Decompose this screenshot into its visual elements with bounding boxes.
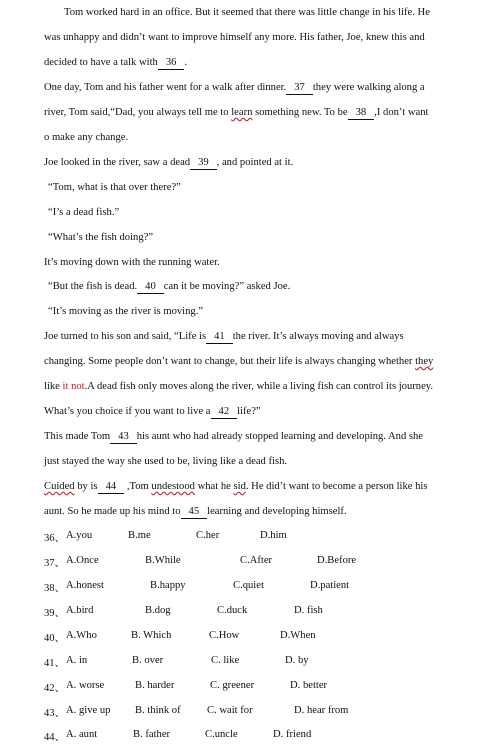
passage-line: Joe looked in the river, saw a dead 39 , and pointed at it. bbox=[44, 157, 294, 168]
passage-line: Tom worked hard in an office. But it seemed that there was little change in his life. He bbox=[64, 7, 430, 18]
blank-37: 37 bbox=[286, 81, 313, 95]
blank-44: 44 bbox=[98, 480, 125, 494]
option-d: D.When bbox=[280, 630, 316, 641]
question-number: 36、 bbox=[44, 533, 66, 544]
option-c: C.uncle bbox=[205, 729, 238, 740]
passage-line: decided to have a talk with 36 . bbox=[44, 57, 188, 68]
question-row bbox=[44, 655, 464, 668]
question-row bbox=[44, 555, 464, 568]
option-a: A.Who bbox=[66, 630, 97, 641]
dialogue-line: “What’s the fish doing?” bbox=[48, 232, 154, 243]
option-b: B. father bbox=[133, 729, 171, 740]
option-b: B. harder bbox=[135, 680, 175, 691]
option-d: D. friend bbox=[273, 729, 312, 740]
question-number: 40、 bbox=[44, 633, 66, 644]
question-row bbox=[44, 680, 464, 693]
dialogue-line: It’s moving down with the running water. bbox=[44, 257, 220, 268]
blank-42: 42 bbox=[211, 405, 238, 419]
question-row bbox=[44, 729, 464, 742]
option-c: C.After bbox=[240, 555, 273, 566]
option-a: A. in bbox=[66, 655, 88, 666]
option-b: B. over bbox=[132, 655, 164, 666]
question-row bbox=[44, 630, 464, 643]
option-a: A.honest bbox=[66, 580, 104, 591]
passage-line: just stayed the way she used to be, living like a dead fish. bbox=[44, 456, 288, 467]
question-number: 41、 bbox=[44, 658, 66, 669]
option-c: C.How bbox=[209, 630, 240, 641]
option-a: A. give up bbox=[66, 705, 111, 716]
passage-line: river, Tom said,“Dad, you always tell me to learn something new. To be 38 ,I don’t want bbox=[44, 107, 429, 118]
passage-line: What’s you choice if you want to live a 42 life?” bbox=[44, 406, 261, 417]
option-d: D. better bbox=[290, 680, 328, 691]
option-c: C.her bbox=[196, 530, 220, 541]
question-row bbox=[44, 530, 464, 543]
option-a: A.Once bbox=[66, 555, 99, 566]
option-a: A. worse bbox=[66, 680, 105, 691]
blank-45: 45 bbox=[181, 505, 208, 519]
passage-line: This made Tom 43 his aunt who had already stopped learning and developing. And she bbox=[44, 431, 424, 442]
option-c: C. wait for bbox=[207, 705, 253, 716]
question-number: 44、 bbox=[44, 732, 66, 743]
passage-line: changing. Some people don’t want to change, but their life is always changing whether they bbox=[44, 356, 434, 367]
option-a: A.bird bbox=[66, 605, 94, 616]
blank-43: 43 bbox=[110, 430, 137, 444]
option-d: D. hear from bbox=[294, 705, 349, 716]
option-b: B.While bbox=[145, 555, 181, 566]
passage-line: o make any change. bbox=[44, 132, 129, 143]
blank-36: 36 bbox=[158, 56, 185, 70]
dialogue-line: “I’s a dead fish.” bbox=[48, 207, 120, 218]
passage-line: One day, Tom and his father went for a walk after dinner. 37 they were walking along a bbox=[44, 82, 425, 93]
passage-line: like it not.A dead fish only moves along the river, while a living fish can control its journey. bbox=[44, 381, 434, 392]
option-c: C. greener bbox=[210, 680, 255, 691]
question-number: 42、 bbox=[44, 683, 66, 694]
option-d: D.him bbox=[260, 530, 287, 541]
dialogue-line: “But the fish is dead. 40 can it be moving?” asked Joe. bbox=[48, 281, 291, 292]
passage-line: Joe turned to his son and said, “Life is 41 the river. It’s always moving and always bbox=[44, 331, 404, 342]
option-c: C.quiet bbox=[233, 580, 264, 591]
option-d: D. by bbox=[285, 655, 309, 666]
option-c: C. like bbox=[211, 655, 240, 666]
blank-39: 39 bbox=[190, 156, 217, 170]
passage-line: aunt. So he made up his mind to 45 learning and developing himself. bbox=[44, 506, 347, 517]
question-number: 39、 bbox=[44, 608, 66, 619]
question-row bbox=[44, 605, 464, 618]
passage-line: Cuided by is 44 ,Tom undestood what he sid. He did’t want to become a person like his bbox=[44, 481, 428, 492]
option-a: A. aunt bbox=[66, 729, 98, 740]
question-row bbox=[44, 705, 464, 718]
question-number: 37、 bbox=[44, 558, 66, 569]
option-b: B. think of bbox=[135, 705, 181, 716]
blank-38: 38 bbox=[348, 106, 375, 120]
option-b: B.happy bbox=[150, 580, 186, 591]
option-c: C.duck bbox=[217, 605, 248, 616]
option-d: D.Before bbox=[317, 555, 357, 566]
option-b: B.dog bbox=[145, 605, 171, 616]
question-number: 38、 bbox=[44, 583, 66, 594]
blank-40: 40 bbox=[137, 280, 164, 294]
option-b: B. Which bbox=[131, 630, 172, 641]
option-b: B.me bbox=[128, 530, 151, 541]
blank-41: 41 bbox=[206, 330, 233, 344]
passage-line: was unhappy and didn’t want to improve himself any more. His father, Joe, knew this and bbox=[44, 32, 425, 43]
question-number: 43、 bbox=[44, 708, 66, 719]
dialogue-line: “Tom, what is that over there?” bbox=[48, 182, 181, 193]
option-a: A.you bbox=[66, 530, 93, 541]
option-d: D. fish bbox=[294, 605, 323, 616]
dialogue-line: “It’s moving as the river is moving.” bbox=[48, 306, 204, 317]
option-d: D.patient bbox=[310, 580, 350, 591]
question-row bbox=[44, 580, 464, 593]
